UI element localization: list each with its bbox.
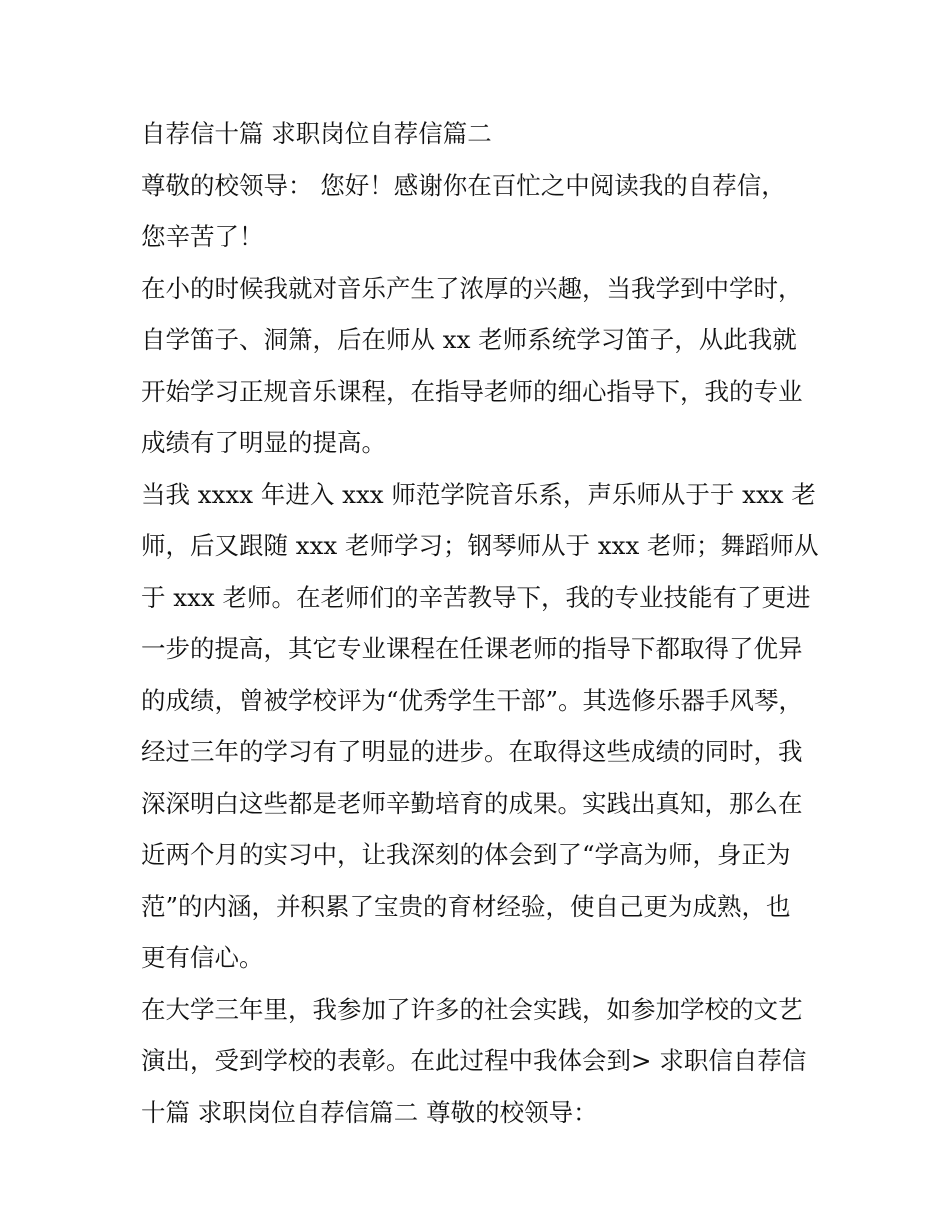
text-line: 自学笛子、洞箫，后在师从 xx 老师系统学习笛子，从此我就	[141, 325, 797, 354]
text-line: 十篇 求职岗位自荐信篇二 尊敬的校领导：	[141, 1097, 598, 1127]
letter-body	[141, 108, 821, 1138]
text-line: 深深明白这些都是老师辛勤培育的成果。实践出真知，那么在	[141, 788, 803, 818]
text-line: 当我 xxxx 年进入 xxx 师范学院音乐系，声乐师从于于 xxx 老	[141, 479, 816, 509]
letter-title-line: 自荐信十篇 求职岗位自荐信篇二	[141, 119, 492, 148]
text-line: 成绩有了明显的提高。	[141, 428, 386, 457]
text-line: 更有信心。	[141, 943, 264, 972]
text-line: 师，后又跟随 xxx 老师学习；钢琴师从于 xxx 老师；舞蹈师从	[141, 531, 819, 560]
text-line: 于 xxx 老师。在老师们的辛苦教导下，我的专业技能有了更进	[141, 582, 811, 612]
text-line: 您辛苦了！	[141, 222, 264, 251]
text-line: 近两个月的实习中，让我深刻的体会到了“学高为师，身正为	[141, 840, 791, 869]
text-line: 演出，受到学校的表彰。在此过程中我体会到> 求职信自荐信	[141, 1046, 807, 1075]
text-line: 开始学习正规音乐课程，在指导老师的细心指导下，我的专业	[141, 376, 803, 406]
text-line: 经过三年的学习有了明显的进步。在取得这些成绩的同时，我	[141, 737, 803, 766]
text-line: 范”的内涵，并积累了宝贵的育材经验，使自己更为成熟，也	[141, 891, 791, 921]
text-line: 一步的提高，其它专业课程在任课老师的指导下都取得了优异	[141, 634, 803, 663]
text-line: 在大学三年里，我参加了许多的社会实践，如参加学校的文艺	[141, 994, 803, 1024]
salutation-line: 尊敬的校领导： 您好！感谢你在百忙之中阅读我的自荐信，	[141, 170, 786, 200]
text-line: 在小的时候我就对音乐产生了浓厚的兴趣，当我学到中学时，	[141, 273, 803, 303]
text-line: 的成绩，曾被学校评为“优秀学生干部”。其选修乐器手风琴，	[141, 685, 804, 715]
